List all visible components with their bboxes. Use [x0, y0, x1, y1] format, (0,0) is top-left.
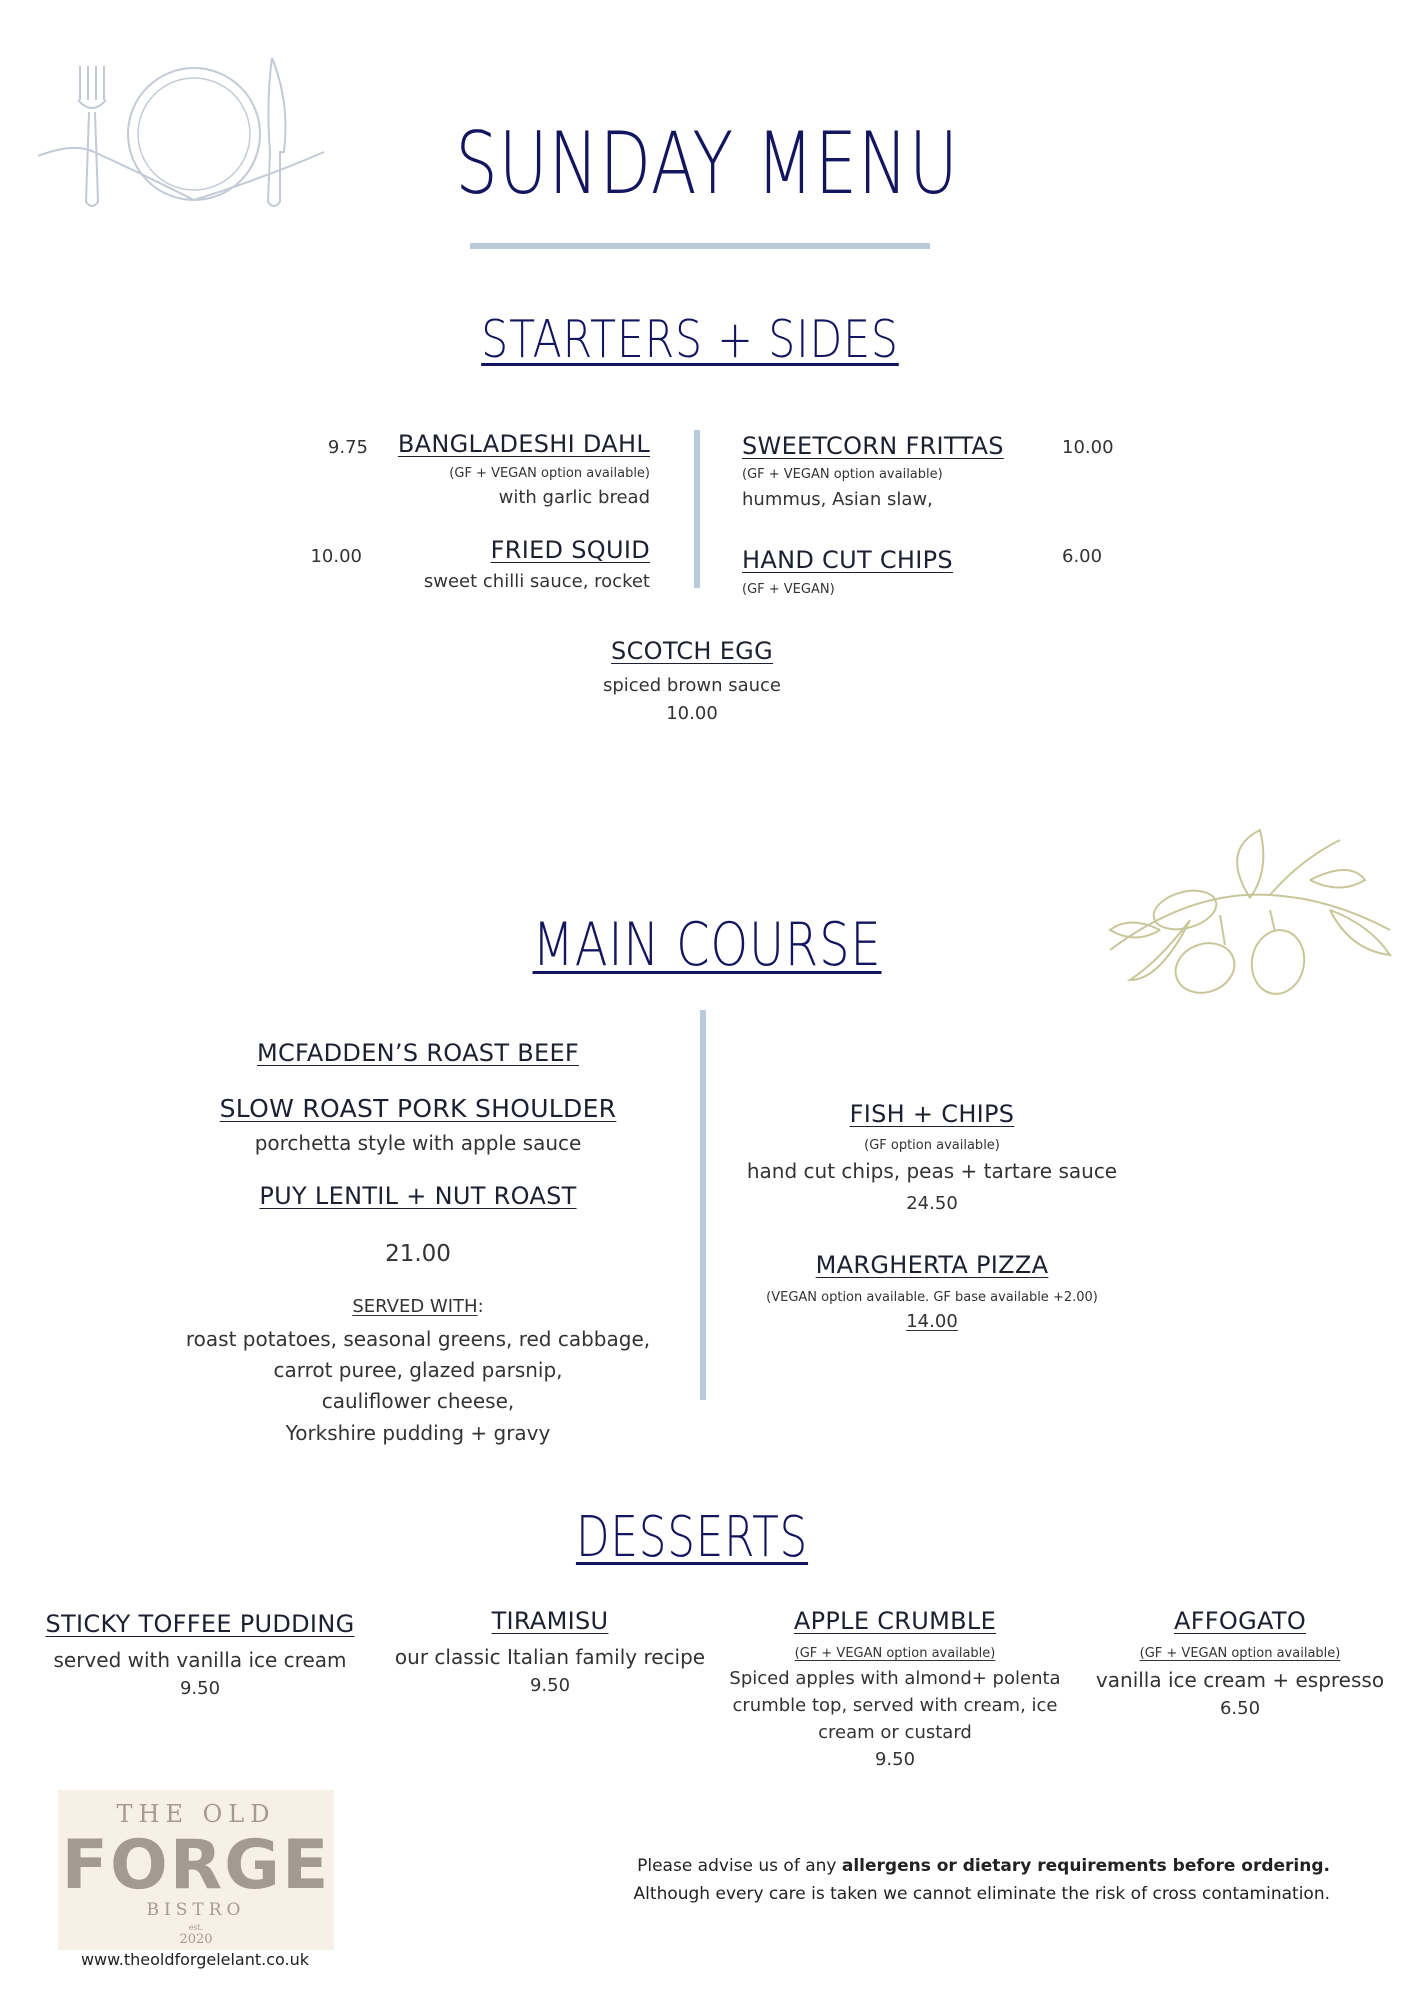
allergen-notice-bold: allergens or dietary requirements before ordering.: [841, 1856, 1330, 1876]
section-title-desserts: DESSERTS: [575, 1505, 809, 1570]
note-apple-crumble: (GF + VEGAN option available): [794, 1646, 996, 1661]
served-with-colon: :: [477, 1296, 484, 1317]
price-scotch-egg: 10.00: [666, 703, 718, 724]
website-link[interactable]: www.theoldforgelelant.co.uk: [80, 1950, 310, 1969]
item-scotch-egg: SCOTCH EGG: [611, 637, 773, 665]
price-sweetcorn-frittas: 10.00: [1062, 437, 1114, 458]
section-title-main-course: MAIN COURSE: [532, 910, 882, 980]
price-apple-crumble: 9.50: [874, 1749, 916, 1770]
price-fried-squid: 10.00: [310, 546, 362, 567]
allergen-notice-prefix: Please advise us of any: [637, 1856, 842, 1876]
starters-divider: [694, 430, 700, 588]
desc-sweetcorn-frittas: hummus, Asian slaw,: [742, 489, 933, 510]
served-with-line-4: Yorkshire pudding + gravy: [285, 1421, 551, 1445]
item-fried-squid: FRIED SQUID: [490, 536, 650, 564]
item-margherta-pizza: MARGHERTA PIZZA: [815, 1251, 1049, 1279]
page-title: SUNDAY MENU: [455, 114, 959, 214]
logo-est: est.: [188, 1923, 204, 1932]
desc-apple-crumble-2: crumble top, served with cream, ice: [732, 1695, 1058, 1716]
price-tiramisu: 9.50: [529, 1675, 571, 1696]
note-bangladeshi-dahl: (GF + VEGAN option available): [449, 466, 650, 481]
title-divider: [470, 243, 930, 249]
price-affogato: 6.50: [1219, 1698, 1261, 1719]
desc-fried-squid: sweet chilli sauce, rocket: [423, 571, 650, 592]
note-margherta-pizza: (VEGAN option available. GF base available +2.00): [766, 1290, 1098, 1305]
note-sweetcorn-frittas: (GF + VEGAN option available): [742, 467, 943, 482]
price-hand-cut-chips: 6.00: [1062, 546, 1103, 567]
desc-sticky-toffee: served with vanilla ice cream: [53, 1648, 347, 1672]
served-with-heading: [168, 1296, 668, 1317]
desc-affogato: vanilla ice cream + espresso: [1095, 1668, 1385, 1692]
served-with-line-2: carrot puree, glazed parsnip,: [273, 1358, 563, 1382]
item-nut-roast: PUY LENTIL + NUT ROAST: [259, 1182, 577, 1210]
allergen-notice-line-2: Although every care is taken we cannot eliminate the risk of cross contamination.: [633, 1884, 1330, 1904]
price-roasts: 21.00: [385, 1241, 451, 1267]
logo: [58, 1790, 334, 1950]
price-sticky-toffee: 9.50: [179, 1678, 221, 1699]
served-with-line-3: cauliflower cheese,: [321, 1389, 515, 1413]
note-affogato: (GF + VEGAN option available): [1139, 1646, 1341, 1661]
item-bangladeshi-dahl: BANGLADESHI DAHL: [397, 430, 650, 458]
desc-apple-crumble-3: cream or custard: [818, 1722, 972, 1743]
logo-line-3: BISTRO: [146, 1900, 246, 1920]
logo-line-1: THE OLD: [116, 1800, 276, 1828]
desc-apple-crumble-1: Spiced apples with almond+ polenta: [729, 1668, 1061, 1689]
served-with-label: SERVED WITH: [352, 1296, 478, 1317]
desc-pork-shoulder: porchetta style with apple sauce: [254, 1131, 582, 1155]
item-roast-beef: MCFADDEN’S ROAST BEEF: [256, 1039, 580, 1067]
served-with-line-1: roast potatoes, seasonal greens, red cabbage,: [185, 1327, 651, 1351]
item-affogato: AFFOGATO: [1173, 1607, 1307, 1635]
price-margherta-pizza: 14.00: [906, 1311, 958, 1332]
item-pork-shoulder: SLOW ROAST PORK SHOULDER: [219, 1094, 617, 1123]
item-sticky-toffee: STICKY TOFFEE PUDDING: [45, 1610, 355, 1638]
price-bangladeshi-dahl: 9.75: [327, 437, 368, 458]
section-title-starters: STARTERS + SIDES: [481, 310, 899, 370]
note-hand-cut-chips: (GF + VEGAN): [742, 582, 835, 597]
logo-line-2: FORGE: [61, 1826, 331, 1905]
desc-tiramisu: our classic Italian family recipe: [394, 1645, 706, 1669]
logo-year: 2020: [179, 1932, 213, 1947]
item-fish-chips: FISH + CHIPS: [849, 1100, 1015, 1128]
allergen-notice-line-1: [560, 1856, 1330, 1876]
price-fish-chips: 24.50: [906, 1193, 958, 1214]
item-tiramisu: TIRAMISU: [491, 1607, 609, 1635]
desc-scotch-egg: spiced brown sauce: [602, 675, 781, 696]
note-fish-chips: (GF option available): [864, 1138, 1000, 1153]
desc-bangladeshi-dahl: with garlic bread: [498, 487, 650, 508]
item-hand-cut-chips: HAND CUT CHIPS: [742, 546, 953, 574]
item-apple-crumble: APPLE CRUMBLE: [793, 1607, 997, 1635]
item-sweetcorn-frittas: SWEETCORN FRITTAS: [742, 432, 1004, 460]
desc-fish-chips: hand cut chips, peas + tartare sauce: [746, 1159, 1118, 1183]
